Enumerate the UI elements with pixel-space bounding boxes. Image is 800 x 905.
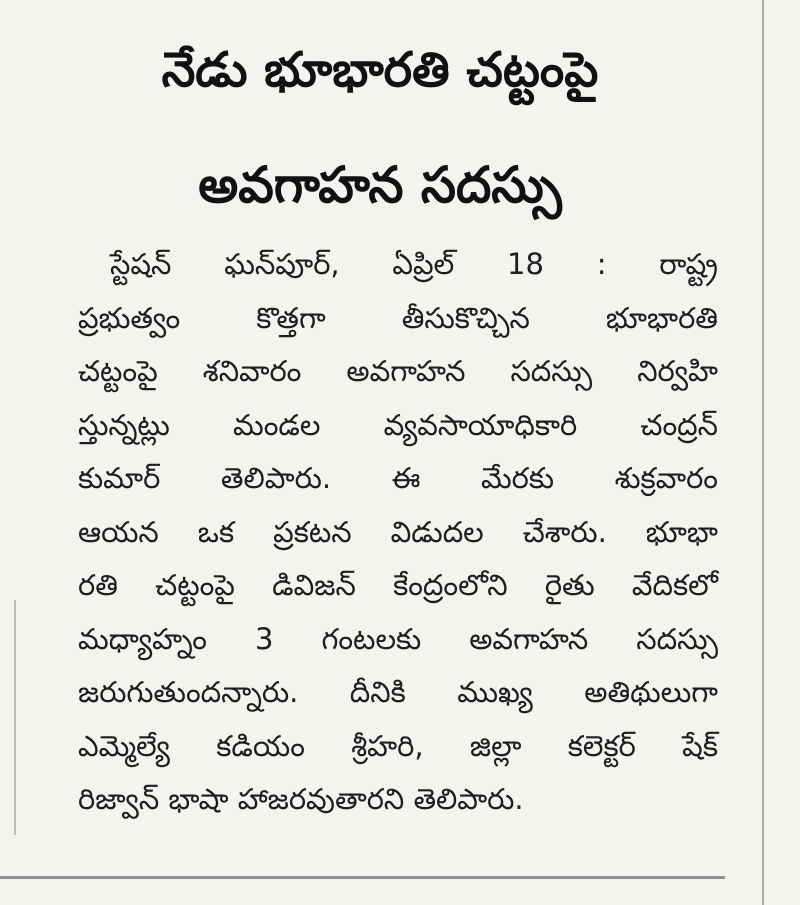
article-line: కుమార్ తెలిపారు. ఈ మేరకు శుక్రవారం [78,461,718,495]
article-line: రిజ్వాన్ భాషా హాజరవుతారని తెలిపారు. [78,782,524,816]
article-line: జరుగుతుందన్నారు. దీనికి ముఖ్య అతిథులుగా [78,675,718,709]
cropped-previous-line [80,0,640,8]
article-line: రతి చట్టంపై డివిజన్ కేంద్రంలోని రైతు వేదికలో [78,568,718,602]
bottom-divider [0,876,725,879]
article-line: మధ్యాహ్నం 3 గంటలకు అవగాహన సదస్సు [78,621,718,656]
article-line: చట్టంపై శనివారం అవగాహన సదస్సు నిర్వహి [78,354,718,388]
headline-line-2: అవగాహన సదస్సు [198,156,562,214]
article-body [78,238,718,827]
adjacent-column-fragment [780,0,800,905]
article-line: ఆయన ఒక ప్రకటన విడుదల చేశారు. భూభా [78,514,718,549]
column-divider-left [14,600,16,835]
article-line: ఎమ్మెల్యే కడియం శ్రీహరి, జిల్లా కలెక్టర్ షేక్ [78,728,718,763]
headline-line-1: నేడు భూభారతి చట్టంపై [161,42,599,98]
article-line: స్తున్నట్లు మండల వ్యవసాయాధికారి చంద్రన్ [78,407,718,442]
article-line: ప్రభుత్వం కొత్తగా తీసుకొచ్చిన భూభారతి [78,300,718,335]
article-line: స్టేషన్ ఘన్‌పూర్, ఏప్రిల్ 18 : రాష్ట్ర [110,247,718,281]
column-divider-right [762,0,764,905]
